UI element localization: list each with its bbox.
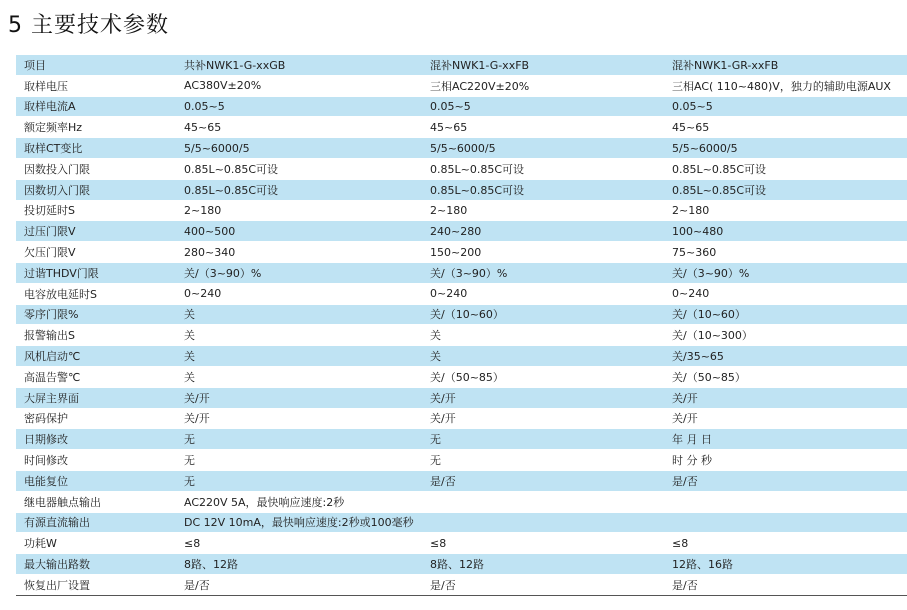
parameter-value-cell: 关 bbox=[430, 325, 672, 346]
parameter-value-cell: 是/否 bbox=[430, 470, 672, 491]
parameter-value-cell bbox=[430, 512, 672, 533]
parameter-value-cell: 12路、16路 bbox=[672, 554, 907, 575]
parameter-value-cell: 400~500 bbox=[184, 221, 430, 242]
parameter-value-cell: 2~180 bbox=[672, 200, 907, 221]
parameter-value-cell: 45~65 bbox=[430, 117, 672, 138]
table-row bbox=[16, 158, 907, 179]
parameter-name-cell: 密码保护 bbox=[16, 408, 184, 429]
table-row bbox=[16, 325, 907, 346]
parameter-value-cell: 是/否 bbox=[672, 470, 907, 491]
parameter-name-cell: 报警输出S bbox=[16, 325, 184, 346]
parameter-value-cell: 0.85L~0.85C可设 bbox=[672, 158, 907, 179]
parameter-name-cell: 投切延时S bbox=[16, 200, 184, 221]
parameter-name-cell: 最大输出路数 bbox=[16, 554, 184, 575]
parameter-name-cell: 取样电流A bbox=[16, 96, 184, 117]
parameter-value-cell: 关/（10~60） bbox=[672, 304, 907, 325]
parameter-value-cell: 无 bbox=[430, 429, 672, 450]
parameter-value-cell: 45~65 bbox=[184, 117, 430, 138]
page-title: 5 主要技术参数 bbox=[8, 13, 169, 38]
parameter-value-cell: 时 分 秒 bbox=[672, 450, 907, 471]
table-row bbox=[16, 470, 907, 491]
parameter-value-cell: 5/5~6000/5 bbox=[430, 138, 672, 159]
table-row bbox=[16, 346, 907, 367]
parameter-name-cell: 电能复位 bbox=[16, 470, 184, 491]
parameter-value-cell bbox=[672, 491, 907, 512]
parameter-value-cell: 关/开 bbox=[672, 408, 907, 429]
parameter-value-cell: 关/开 bbox=[430, 387, 672, 408]
table-row bbox=[16, 429, 907, 450]
parameter-value-cell: 100~480 bbox=[672, 221, 907, 242]
parameter-value-cell: 75~360 bbox=[672, 242, 907, 263]
parameter-value-cell: 关/（3~90）% bbox=[430, 262, 672, 283]
table-row bbox=[16, 179, 907, 200]
parameter-name-cell: 大屏主界面 bbox=[16, 387, 184, 408]
parameter-value-cell: 关/35~65 bbox=[672, 346, 907, 367]
parameter-value-cell: 0~240 bbox=[430, 283, 672, 304]
table-row bbox=[16, 387, 907, 408]
parameter-name-cell: 日期修改 bbox=[16, 429, 184, 450]
parameter-name-cell: 零序门限% bbox=[16, 304, 184, 325]
parameter-value-cell: AC220V 5A，最快响应速度:2秒 bbox=[184, 491, 430, 512]
table-row bbox=[16, 283, 907, 304]
parameter-name-cell: 因数投入门限 bbox=[16, 158, 184, 179]
parameter-value-cell: 关/（10~60） bbox=[430, 304, 672, 325]
parameter-value-cell: 三相AC( 110~480)V，独力的辅助电源AUX bbox=[672, 75, 907, 96]
parameter-name-cell: 高温告警℃ bbox=[16, 366, 184, 387]
parameter-name-cell: 过谐THDV门限 bbox=[16, 262, 184, 283]
parameter-value-cell: 0~240 bbox=[184, 283, 430, 304]
parameter-value-cell: 0~240 bbox=[672, 283, 907, 304]
table-header-row bbox=[16, 55, 907, 75]
parameter-value-cell: 0.85L~0.85C可设 bbox=[672, 179, 907, 200]
table-row bbox=[16, 262, 907, 283]
parameter-name-cell: 有源直流输出 bbox=[16, 512, 184, 533]
parameter-value-cell: 三相AC220V±20% bbox=[430, 75, 672, 96]
parameter-name-cell: 过压门限V bbox=[16, 221, 184, 242]
parameter-value-cell: 280~340 bbox=[184, 242, 430, 263]
parameter-name-cell: 恢复出厂设置 bbox=[16, 574, 184, 595]
parameter-name-cell: 额定频率Hz bbox=[16, 117, 184, 138]
parameter-value-cell: 年 月 日 bbox=[672, 429, 907, 450]
parameter-value-cell: 关/（50~85） bbox=[430, 366, 672, 387]
parameter-name-cell: 取样CT变比 bbox=[16, 138, 184, 159]
parameter-value-cell: 关 bbox=[184, 346, 430, 367]
table-row bbox=[16, 221, 907, 242]
parameter-value-cell: 关/（3~90）% bbox=[672, 262, 907, 283]
parameter-value-cell: 是/否 bbox=[672, 574, 907, 595]
column-header: 混补NWK1-G-xxFB bbox=[430, 55, 672, 75]
parameter-value-cell: DC 12V 10mA，最快响应速度:2秒或100毫秒 bbox=[184, 512, 430, 533]
parameter-value-cell: 0.05~5 bbox=[430, 96, 672, 117]
parameters-table bbox=[16, 55, 907, 596]
parameter-value-cell: 关/开 bbox=[430, 408, 672, 429]
parameter-value-cell: 关/（3~90）% bbox=[184, 262, 430, 283]
parameter-value-cell: 关 bbox=[430, 346, 672, 367]
parameter-value-cell: 关/开 bbox=[184, 387, 430, 408]
column-header: 项目 bbox=[16, 55, 184, 75]
parameter-value-cell: 是/否 bbox=[184, 574, 430, 595]
parameter-name-cell: 因数切入门限 bbox=[16, 179, 184, 200]
column-header: 混补NWK1-GR-xxFB bbox=[672, 55, 907, 75]
parameter-name-cell: 继电器触点输出 bbox=[16, 491, 184, 512]
parameter-value-cell: 无 bbox=[184, 470, 430, 491]
parameter-value-cell: 0.85L~0.85C可设 bbox=[184, 158, 430, 179]
table-row bbox=[16, 117, 907, 138]
parameter-value-cell: 2~180 bbox=[430, 200, 672, 221]
table-row bbox=[16, 304, 907, 325]
parameter-value-cell: ≤8 bbox=[430, 533, 672, 554]
parameter-value-cell: 5/5~6000/5 bbox=[184, 138, 430, 159]
parameter-value-cell: 45~65 bbox=[672, 117, 907, 138]
parameter-value-cell: 关 bbox=[184, 366, 430, 387]
table-row bbox=[16, 96, 907, 117]
parameter-value-cell: 0.05~5 bbox=[672, 96, 907, 117]
table-row bbox=[16, 242, 907, 263]
parameter-value-cell: 0.85L~0.85C可设 bbox=[430, 158, 672, 179]
parameter-value-cell: 0.05~5 bbox=[184, 96, 430, 117]
table-row bbox=[16, 574, 907, 595]
table-row bbox=[16, 138, 907, 159]
parameter-value-cell: 关/开 bbox=[184, 408, 430, 429]
table-row bbox=[16, 533, 907, 554]
parameter-value-cell bbox=[430, 491, 672, 512]
parameter-name-cell: 时间修改 bbox=[16, 450, 184, 471]
table-row bbox=[16, 366, 907, 387]
table-row bbox=[16, 75, 907, 96]
parameter-value-cell: 是/否 bbox=[430, 574, 672, 595]
parameter-value-cell: 2~180 bbox=[184, 200, 430, 221]
parameter-name-cell: 电容放电延时S bbox=[16, 283, 184, 304]
table-row bbox=[16, 491, 907, 512]
table-row bbox=[16, 450, 907, 471]
parameter-name-cell: 欠压门限V bbox=[16, 242, 184, 263]
table-row bbox=[16, 200, 907, 221]
table-row bbox=[16, 554, 907, 575]
parameter-name-cell: 功耗W bbox=[16, 533, 184, 554]
parameter-value-cell: 5/5~6000/5 bbox=[672, 138, 907, 159]
parameter-value-cell: ≤8 bbox=[672, 533, 907, 554]
parameter-value-cell: 8路、12路 bbox=[430, 554, 672, 575]
parameter-value-cell: 关 bbox=[184, 304, 430, 325]
parameter-value-cell: ≤8 bbox=[184, 533, 430, 554]
column-header: 共补NWK1-G-xxGB bbox=[184, 55, 430, 75]
parameter-value-cell: 150~200 bbox=[430, 242, 672, 263]
parameter-value-cell: 关/（10~300） bbox=[672, 325, 907, 346]
table-row bbox=[16, 408, 907, 429]
parameter-value-cell: 关/（50~85） bbox=[672, 366, 907, 387]
parameter-value-cell: 0.85L~0.85C可设 bbox=[430, 179, 672, 200]
parameter-value-cell: AC380V±20% bbox=[184, 75, 430, 96]
parameter-value-cell: 8路、12路 bbox=[184, 554, 430, 575]
parameter-value-cell: 无 bbox=[430, 450, 672, 471]
parameter-value-cell: 关/开 bbox=[672, 387, 907, 408]
parameter-value-cell: 240~280 bbox=[430, 221, 672, 242]
parameter-name-cell: 风机启动℃ bbox=[16, 346, 184, 367]
parameter-value-cell: 0.85L~0.85C可设 bbox=[184, 179, 430, 200]
parameter-value-cell bbox=[672, 512, 907, 533]
table-row bbox=[16, 512, 907, 533]
parameter-name-cell: 取样电压 bbox=[16, 75, 184, 96]
parameter-value-cell: 无 bbox=[184, 450, 430, 471]
parameter-value-cell: 无 bbox=[184, 429, 430, 450]
parameter-value-cell: 关 bbox=[184, 325, 430, 346]
